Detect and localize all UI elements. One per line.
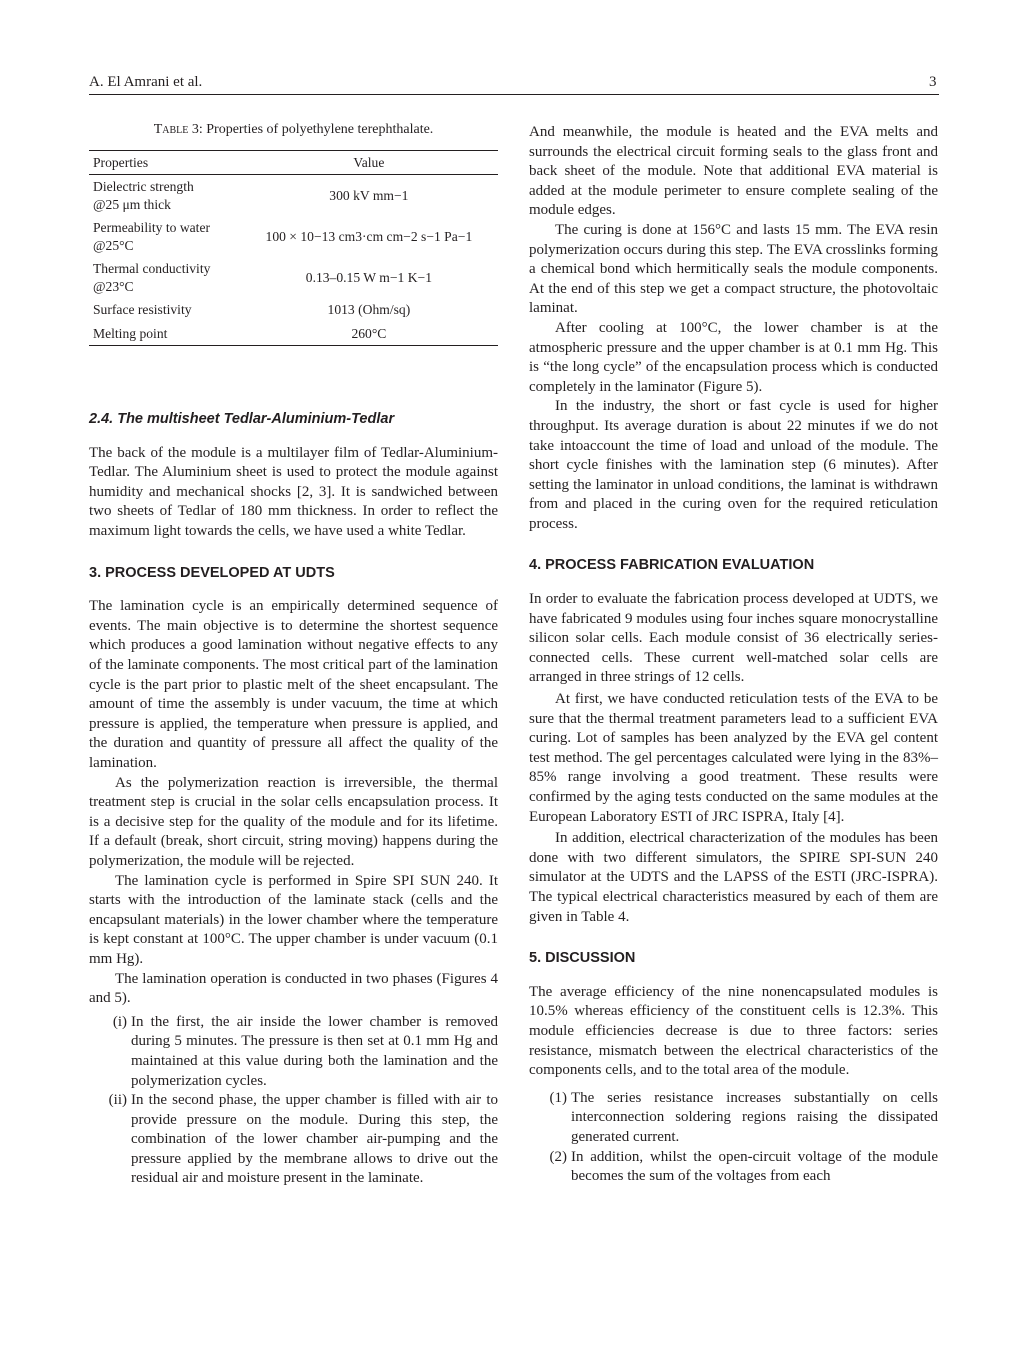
list-label: (2) [549,1148,567,1165]
list-text: In addition, whilst the open-circuit voltage of the module becomes the sum of the voltages from each [571,1148,938,1185]
paragraph: At first, we have conducted reticulation tests of the EVA to be sure that the thermal treatment parameters lead to a sufficient EVA curing. Lot of samples has been analyzed by the EVA gel content test method. The gel percentages calculated were lying in the 83%–85% range involving a good treatment. These results were confirmed by the aging tests conducted on the same modules at the European Laboratory ESTI of JRC ISPRA, Italy [4]. [529,691,938,825]
running-header-authors: A. El Amrani et al. [89,74,203,90]
list-item [89,1091,498,1189]
table-row [89,322,498,346]
value-cell: 1013 (Ohm/sq) [327,302,411,318]
value-cell: 300 kV mm−1 [329,187,409,203]
paragraph: In the industry, the short or fast cycle is used for higher throughput. Its average duration is about 22 minutes if we do not take intoaccount the time of load and unload of the module. The short cycle finishes with the lamination step (6 minutes). After setting the laminator in unload conditions, the laminat is withdrawn from and placed in the curing oven for the required reticulation process. [529,398,938,532]
table-row [89,216,498,257]
list-item [529,1148,938,1187]
subsection-heading: 2.4. The multisheet Tedlar-Aluminium-Tedlar [89,411,395,428]
table-caption [89,120,498,140]
paragraph: The average efficiency of the nine nonencapsulated modules is 10.5% whereas efficiency of the constituent cells is 12.3%. This module efficiencies decrease is due to three factors: series resistance, mismatch between the electrical characteristics of the components cells, and to the total area of the module. [529,983,938,1079]
paragraph: The curing is done at 156°C and lasts 15 mm. The EVA resin polymerization occurs during this step. The EVA crosslinks forming a chemical bond which hermitically seals the module components. At the end of this step we get a compact structure, the photovoltaic laminat. [529,221,938,317]
paragraph: And meanwhile, the module is heated and the EVA melts and surrounds the electrical circuit forming seals to the glass front and back sheet of the module. Note that additional EVA material is added at the module perimeter to ensure complete sealing of the module edges. [529,124,938,219]
right-column [529,123,938,1187]
value-cell: 0.13–0.15 W m−1 K−1 [305,269,432,285]
left-column [89,120,498,1189]
list-text: The series resistance increases substantially on cells interconnection soldering regions raising the dissipated generated current. [571,1089,938,1145]
list-item [89,1013,498,1091]
properties-table [89,150,498,347]
prop-cell [89,216,240,257]
prop-line: @25°C [93,237,134,253]
table-row [89,257,498,298]
paragraph: The lamination cycle is performed in Spire SPI SUN 240. It starts with the introduction of the laminate stack (cells and the encapsulant materials) in the lower chamber where the temperature is kept constant at 100°C. The upper chamber is under vacuum (0.1 mm Hg). [89,872,498,967]
list-text: In the second phase, the upper chamber is filled with air to provide pressure on the module. During this step, the combination of the lower chamber air-pumping and the pressure applied by the membrane allows to drive out the residual air and moisture present in the laminate. [131,1092,498,1187]
factor-list [529,1089,938,1187]
value-cell: 260°C [240,322,498,346]
col-header-properties: Properties [89,150,240,175]
prop-cell: Melting point [89,322,240,346]
prop-line: Permeability to water [93,220,211,236]
table-row [89,175,498,217]
paragraph: As the polymerization reaction is irreversible, the thermal treatment step is crucial in the solar cells encapsulation process. It is a decisive step for the quality of the module and for its lifetime. If a default (break, short circuit, string moving) happens during the polymerization, the module will be rejected. [89,774,498,869]
prop-line: Thermal conductivity [93,261,211,277]
list-item [529,1089,938,1148]
page-number: 3 [929,74,937,90]
table-header-row [89,150,498,175]
prop-cell [89,175,240,217]
paragraph: After cooling at 100°C, the lower chamber is at the atmospheric pressure and the upper chamber is at 0.1 mm Hg. This is “the long cycle” of the encapsulation process which is conducted completely in the laminator (Figure 5). [529,319,938,395]
table-caption-label: Table 3 [153,122,199,137]
paragraph: In addition, electrical characterization of the modules has been done with two different simulators, the SPIRE SPI-SUN 240 simulator at the UDTS and the LAPSS of the ESTI (JRC-ISPRA). The typical electrical characteristics measured by each of them are given in Table 4. [529,830,938,925]
paragraph: The lamination cycle is an empirically determined sequence of events. The main objective is to determine the shortest sequence which produces a good lamination without negative effects to any of the laminate components. The most critical part of the lamination cycle is the part prior to plastic melt of the sheet encapsulant. The amount of time the assembly is under vacuum, the time at which pressure is applied, the temperature when pressure is applied, and the duration and quantity of pressure all affect the quality of the lamination. [89,598,498,771]
list-label: (1) [549,1089,567,1106]
prop-line: @23°C [93,278,134,294]
paragraph: The back of the module is a multilayer film of Tedlar-Aluminium-Tedlar. The Aluminium sheet is used to protect the module against humidity and mechanical shocks [2, 3]. It is sandwiched between two sheets of Tedlar of 180 mm thickness. In order to reflect the maximum light towards the cells, we have used a white Tedlar. [89,444,498,540]
table-caption-text: : Properties of polyethylene terephthalate. [198,122,434,137]
value-cell: 100 × 10−13 cm3·cm cm−2 s−1 Pa−1 [265,228,473,244]
col-header-value: Value [240,150,498,175]
section-heading: 3. PROCESS DEVELOPED AT UDTS [89,564,335,581]
prop-cell: Surface resistivity [93,302,192,318]
header-rule [89,94,939,95]
prop-line: @25 μm thick [93,196,171,212]
prop-cell [89,257,240,298]
section-heading: 5. DISCUSSION [529,950,636,967]
table-row [89,298,498,322]
list-label: (i) [112,1013,127,1030]
prop-line: Dielectric strength [93,179,194,195]
paragraph: In order to evaluate the fabrication process developed at UDTS, we have fabricated 9 modules using four inches square monocrystalline silicon solar cells. Each module consist of 36 electrically series-connected cells. These current well-matched solar cells are arranged in three strings of 12 cells. [529,591,938,686]
list-label: (ii) [108,1092,127,1109]
list-text: In the first, the air inside the lower chamber is removed during 5 minutes. The pressure is then set at 0.1 mm Hg and maintained at this value during both the lamination and the polymerization cycles. [131,1013,498,1089]
phase-list [89,1013,498,1189]
section-heading: 4. PROCESS FABRICATION EVALUATION [529,557,815,574]
paragraph: The lamination operation is conducted in two phases (Figures 4 and 5). [89,970,498,1007]
